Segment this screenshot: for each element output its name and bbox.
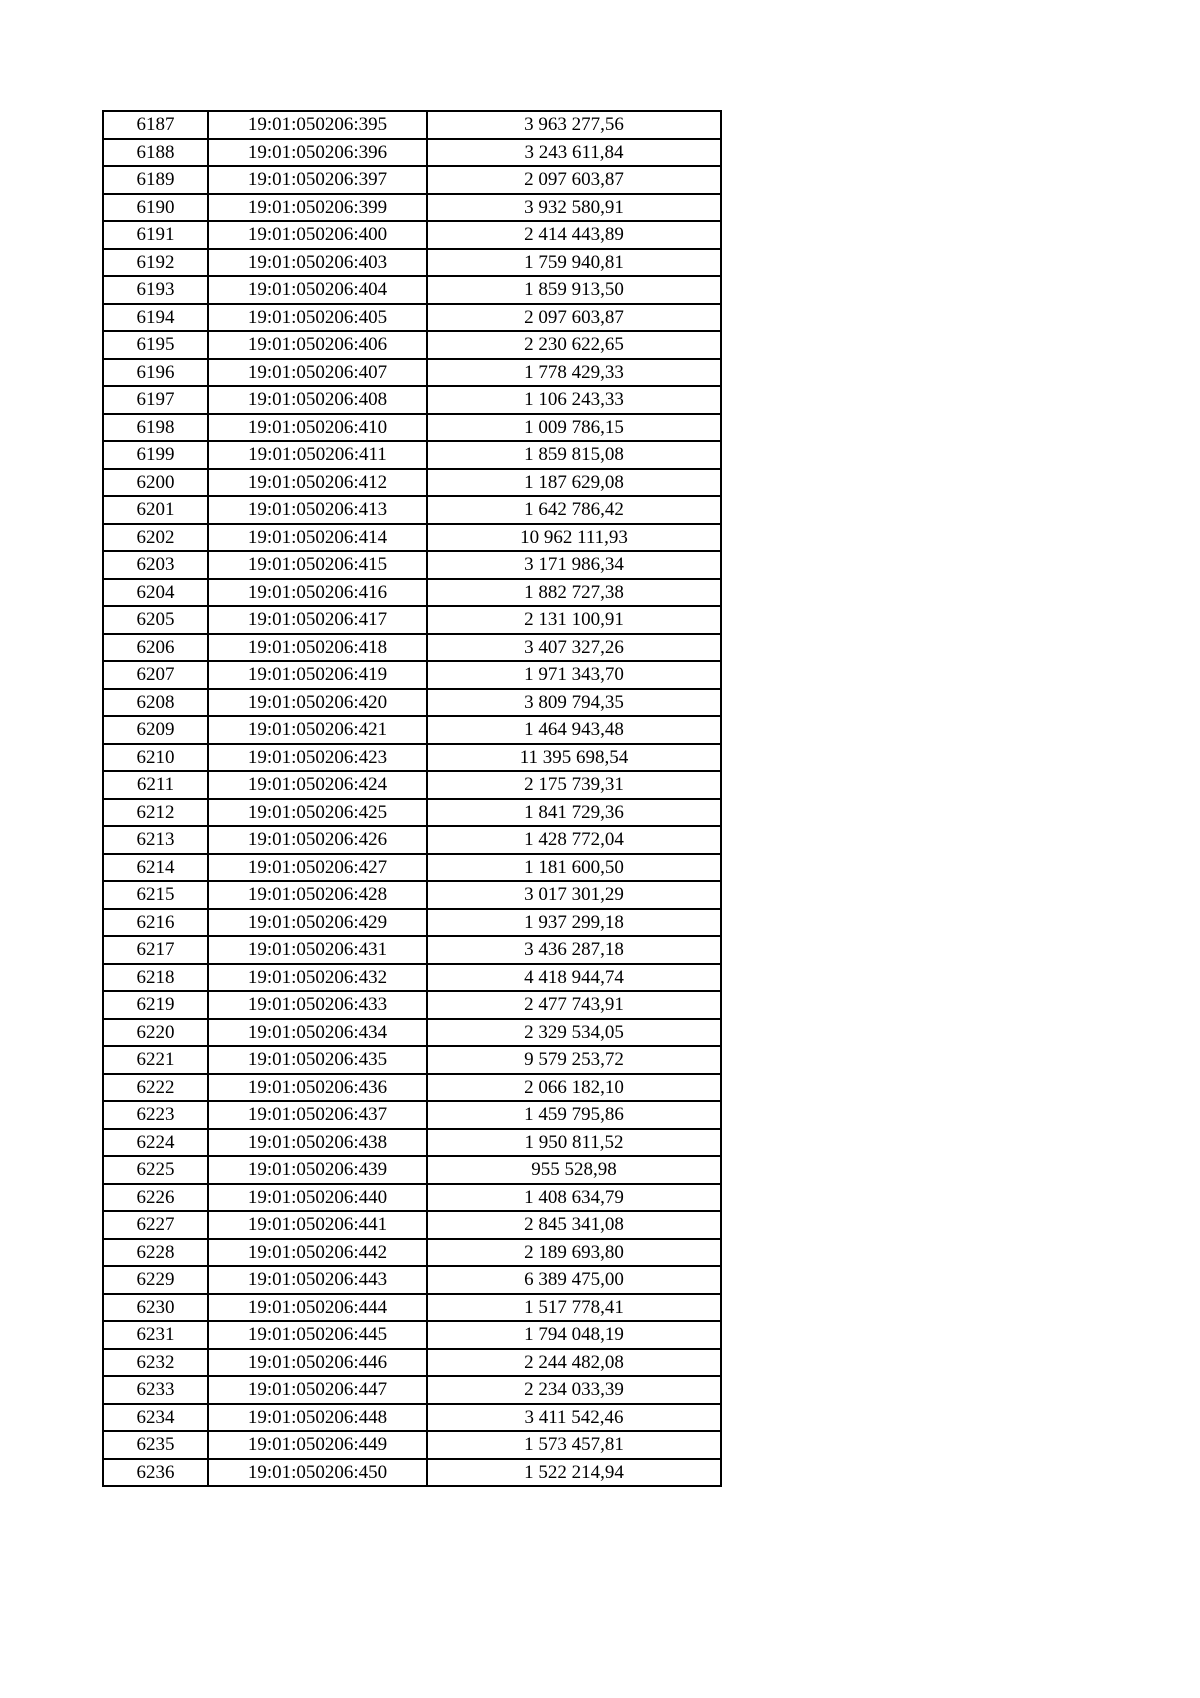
cadastral-number-cell: 19:01:050206:435 bbox=[208, 1046, 427, 1074]
table-row bbox=[103, 1129, 721, 1157]
table-row bbox=[103, 1376, 721, 1404]
cadastral-number-cell: 19:01:050206:434 bbox=[208, 1019, 427, 1047]
value-cell: 2 329 534,05 bbox=[427, 1019, 721, 1047]
value-cell: 6 389 475,00 bbox=[427, 1266, 721, 1294]
row-number-cell: 6188 bbox=[103, 139, 208, 167]
table-row bbox=[103, 551, 721, 579]
cadastral-number-cell: 19:01:050206:410 bbox=[208, 414, 427, 442]
cadastral-number-cell: 19:01:050206:408 bbox=[208, 386, 427, 414]
cadastral-number-cell: 19:01:050206:395 bbox=[208, 111, 427, 139]
table-row bbox=[103, 1294, 721, 1322]
cadastral-number-cell: 19:01:050206:448 bbox=[208, 1404, 427, 1432]
cadastral-number-cell: 19:01:050206:429 bbox=[208, 909, 427, 937]
table-row bbox=[103, 331, 721, 359]
table-row bbox=[103, 1074, 721, 1102]
table-row bbox=[103, 744, 721, 772]
cadastral-number-cell: 19:01:050206:437 bbox=[208, 1101, 427, 1129]
value-cell: 2 414 443,89 bbox=[427, 221, 721, 249]
row-number-cell: 6208 bbox=[103, 689, 208, 717]
cadastral-number-cell: 19:01:050206:403 bbox=[208, 249, 427, 277]
value-cell: 1 187 629,08 bbox=[427, 469, 721, 497]
value-cell: 1 106 243,33 bbox=[427, 386, 721, 414]
cadastral-number-cell: 19:01:050206:414 bbox=[208, 524, 427, 552]
value-cell: 2 131 100,91 bbox=[427, 606, 721, 634]
value-cell: 1 950 811,52 bbox=[427, 1129, 721, 1157]
table-row bbox=[103, 854, 721, 882]
row-number-cell: 6194 bbox=[103, 304, 208, 332]
table-row bbox=[103, 1019, 721, 1047]
row-number-cell: 6231 bbox=[103, 1321, 208, 1349]
value-cell: 2 189 693,80 bbox=[427, 1239, 721, 1267]
row-number-cell: 6203 bbox=[103, 551, 208, 579]
row-number-cell: 6218 bbox=[103, 964, 208, 992]
cadastral-number-cell: 19:01:050206:423 bbox=[208, 744, 427, 772]
value-cell: 1 841 729,36 bbox=[427, 799, 721, 827]
row-number-cell: 6221 bbox=[103, 1046, 208, 1074]
cadastral-number-cell: 19:01:050206:404 bbox=[208, 276, 427, 304]
cadastral-number-cell: 19:01:050206:445 bbox=[208, 1321, 427, 1349]
row-number-cell: 6227 bbox=[103, 1211, 208, 1239]
row-number-cell: 6220 bbox=[103, 1019, 208, 1047]
cadastral-number-cell: 19:01:050206:399 bbox=[208, 194, 427, 222]
cadastral-number-cell: 19:01:050206:446 bbox=[208, 1349, 427, 1377]
cadastral-number-cell: 19:01:050206:450 bbox=[208, 1459, 427, 1487]
cadastral-number-cell: 19:01:050206:438 bbox=[208, 1129, 427, 1157]
value-cell: 2 097 603,87 bbox=[427, 304, 721, 332]
row-number-cell: 6207 bbox=[103, 661, 208, 689]
cadastral-number-cell: 19:01:050206:416 bbox=[208, 579, 427, 607]
row-number-cell: 6204 bbox=[103, 579, 208, 607]
table-row bbox=[103, 771, 721, 799]
value-cell: 3 411 542,46 bbox=[427, 1404, 721, 1432]
cadastral-number-cell: 19:01:050206:406 bbox=[208, 331, 427, 359]
table-row bbox=[103, 386, 721, 414]
row-number-cell: 6219 bbox=[103, 991, 208, 1019]
row-number-cell: 6223 bbox=[103, 1101, 208, 1129]
table-row bbox=[103, 1211, 721, 1239]
cadastral-number-cell: 19:01:050206:431 bbox=[208, 936, 427, 964]
cadastral-number-cell: 19:01:050206:441 bbox=[208, 1211, 427, 1239]
table-row bbox=[103, 1459, 721, 1487]
row-number-cell: 6206 bbox=[103, 634, 208, 662]
table-row bbox=[103, 441, 721, 469]
table-row bbox=[103, 716, 721, 744]
cadastral-number-cell: 19:01:050206:426 bbox=[208, 826, 427, 854]
row-number-cell: 6201 bbox=[103, 496, 208, 524]
value-cell: 3 809 794,35 bbox=[427, 689, 721, 717]
table-row bbox=[103, 194, 721, 222]
table-row bbox=[103, 1101, 721, 1129]
table-row bbox=[103, 936, 721, 964]
row-number-cell: 6190 bbox=[103, 194, 208, 222]
row-number-cell: 6222 bbox=[103, 1074, 208, 1102]
value-cell: 9 579 253,72 bbox=[427, 1046, 721, 1074]
value-cell: 2 175 739,31 bbox=[427, 771, 721, 799]
table-row bbox=[103, 524, 721, 552]
row-number-cell: 6191 bbox=[103, 221, 208, 249]
value-cell: 4 418 944,74 bbox=[427, 964, 721, 992]
value-cell: 1 759 940,81 bbox=[427, 249, 721, 277]
table-row bbox=[103, 689, 721, 717]
cadastral-number-cell: 19:01:050206:421 bbox=[208, 716, 427, 744]
value-cell: 1 778 429,33 bbox=[427, 359, 721, 387]
table-row bbox=[103, 1349, 721, 1377]
value-cell: 2 097 603,87 bbox=[427, 166, 721, 194]
row-number-cell: 6195 bbox=[103, 331, 208, 359]
row-number-cell: 6213 bbox=[103, 826, 208, 854]
row-number-cell: 6226 bbox=[103, 1184, 208, 1212]
table-row bbox=[103, 139, 721, 167]
table-row bbox=[103, 909, 721, 937]
table-row bbox=[103, 1266, 721, 1294]
value-cell: 3 017 301,29 bbox=[427, 881, 721, 909]
value-cell: 1 859 913,50 bbox=[427, 276, 721, 304]
value-cell: 1 937 299,18 bbox=[427, 909, 721, 937]
value-cell: 3 932 580,91 bbox=[427, 194, 721, 222]
row-number-cell: 6230 bbox=[103, 1294, 208, 1322]
cadastral-number-cell: 19:01:050206:447 bbox=[208, 1376, 427, 1404]
row-number-cell: 6198 bbox=[103, 414, 208, 442]
row-number-cell: 6233 bbox=[103, 1376, 208, 1404]
row-number-cell: 6200 bbox=[103, 469, 208, 497]
data-table bbox=[102, 110, 722, 1487]
table-row bbox=[103, 799, 721, 827]
value-cell: 2 244 482,08 bbox=[427, 1349, 721, 1377]
row-number-cell: 6217 bbox=[103, 936, 208, 964]
table-row bbox=[103, 496, 721, 524]
cadastral-number-cell: 19:01:050206:413 bbox=[208, 496, 427, 524]
cadastral-number-cell: 19:01:050206:415 bbox=[208, 551, 427, 579]
value-cell: 3 407 327,26 bbox=[427, 634, 721, 662]
table-row bbox=[103, 276, 721, 304]
row-number-cell: 6232 bbox=[103, 1349, 208, 1377]
table-row bbox=[103, 111, 721, 139]
table-row bbox=[103, 359, 721, 387]
table-row bbox=[103, 881, 721, 909]
value-cell: 1 459 795,86 bbox=[427, 1101, 721, 1129]
table-row bbox=[103, 221, 721, 249]
cadastral-number-cell: 19:01:050206:417 bbox=[208, 606, 427, 634]
table-row bbox=[103, 1239, 721, 1267]
row-number-cell: 6202 bbox=[103, 524, 208, 552]
table-row bbox=[103, 1404, 721, 1432]
value-cell: 1 794 048,19 bbox=[427, 1321, 721, 1349]
row-number-cell: 6209 bbox=[103, 716, 208, 744]
value-cell: 955 528,98 bbox=[427, 1156, 721, 1184]
value-cell: 1 522 214,94 bbox=[427, 1459, 721, 1487]
value-cell: 3 171 986,34 bbox=[427, 551, 721, 579]
cadastral-number-cell: 19:01:050206:433 bbox=[208, 991, 427, 1019]
cadastral-number-cell: 19:01:050206:439 bbox=[208, 1156, 427, 1184]
table-row bbox=[103, 661, 721, 689]
value-cell: 2 477 743,91 bbox=[427, 991, 721, 1019]
cadastral-number-cell: 19:01:050206:444 bbox=[208, 1294, 427, 1322]
value-cell: 2 066 182,10 bbox=[427, 1074, 721, 1102]
value-cell: 1 428 772,04 bbox=[427, 826, 721, 854]
cadastral-number-cell: 19:01:050206:420 bbox=[208, 689, 427, 717]
value-cell: 1 009 786,15 bbox=[427, 414, 721, 442]
row-number-cell: 6187 bbox=[103, 111, 208, 139]
cadastral-number-cell: 19:01:050206:418 bbox=[208, 634, 427, 662]
cadastral-number-cell: 19:01:050206:419 bbox=[208, 661, 427, 689]
value-cell: 1 642 786,42 bbox=[427, 496, 721, 524]
row-number-cell: 6214 bbox=[103, 854, 208, 882]
row-number-cell: 6234 bbox=[103, 1404, 208, 1432]
cadastral-number-cell: 19:01:050206:428 bbox=[208, 881, 427, 909]
row-number-cell: 6211 bbox=[103, 771, 208, 799]
table-row bbox=[103, 414, 721, 442]
table-row bbox=[103, 1184, 721, 1212]
table-row bbox=[103, 1321, 721, 1349]
table-row bbox=[103, 1046, 721, 1074]
row-number-cell: 6216 bbox=[103, 909, 208, 937]
cadastral-number-cell: 19:01:050206:443 bbox=[208, 1266, 427, 1294]
table-row bbox=[103, 166, 721, 194]
cadastral-number-cell: 19:01:050206:424 bbox=[208, 771, 427, 799]
value-cell: 3 436 287,18 bbox=[427, 936, 721, 964]
cadastral-number-cell: 19:01:050206:407 bbox=[208, 359, 427, 387]
cadastral-number-cell: 19:01:050206:442 bbox=[208, 1239, 427, 1267]
table-row bbox=[103, 991, 721, 1019]
row-number-cell: 6192 bbox=[103, 249, 208, 277]
value-cell: 1 181 600,50 bbox=[427, 854, 721, 882]
cadastral-number-cell: 19:01:050206:427 bbox=[208, 854, 427, 882]
value-cell: 1 517 778,41 bbox=[427, 1294, 721, 1322]
row-number-cell: 6189 bbox=[103, 166, 208, 194]
value-cell: 1 859 815,08 bbox=[427, 441, 721, 469]
value-cell: 11 395 698,54 bbox=[427, 744, 721, 772]
cadastral-number-cell: 19:01:050206:440 bbox=[208, 1184, 427, 1212]
cadastral-number-cell: 19:01:050206:425 bbox=[208, 799, 427, 827]
value-cell: 1 408 634,79 bbox=[427, 1184, 721, 1212]
value-cell: 1 573 457,81 bbox=[427, 1431, 721, 1459]
row-number-cell: 6212 bbox=[103, 799, 208, 827]
table-body bbox=[103, 111, 721, 1486]
value-cell: 3 963 277,56 bbox=[427, 111, 721, 139]
cadastral-number-cell: 19:01:050206:405 bbox=[208, 304, 427, 332]
table-row bbox=[103, 606, 721, 634]
row-number-cell: 6215 bbox=[103, 881, 208, 909]
value-cell: 1 464 943,48 bbox=[427, 716, 721, 744]
row-number-cell: 6224 bbox=[103, 1129, 208, 1157]
row-number-cell: 6205 bbox=[103, 606, 208, 634]
cadastral-number-cell: 19:01:050206:397 bbox=[208, 166, 427, 194]
table-row bbox=[103, 826, 721, 854]
row-number-cell: 6225 bbox=[103, 1156, 208, 1184]
table-row bbox=[103, 964, 721, 992]
row-number-cell: 6197 bbox=[103, 386, 208, 414]
cadastral-number-cell: 19:01:050206:432 bbox=[208, 964, 427, 992]
table-row bbox=[103, 249, 721, 277]
value-cell: 1 971 343,70 bbox=[427, 661, 721, 689]
row-number-cell: 6235 bbox=[103, 1431, 208, 1459]
cadastral-number-cell: 19:01:050206:449 bbox=[208, 1431, 427, 1459]
value-cell: 3 243 611,84 bbox=[427, 139, 721, 167]
row-number-cell: 6228 bbox=[103, 1239, 208, 1267]
value-cell: 2 234 033,39 bbox=[427, 1376, 721, 1404]
row-number-cell: 6193 bbox=[103, 276, 208, 304]
row-number-cell: 6196 bbox=[103, 359, 208, 387]
table-row bbox=[103, 1156, 721, 1184]
row-number-cell: 6210 bbox=[103, 744, 208, 772]
row-number-cell: 6236 bbox=[103, 1459, 208, 1487]
row-number-cell: 6229 bbox=[103, 1266, 208, 1294]
value-cell: 2 230 622,65 bbox=[427, 331, 721, 359]
value-cell: 10 962 111,93 bbox=[427, 524, 721, 552]
cadastral-number-cell: 19:01:050206:411 bbox=[208, 441, 427, 469]
cadastral-number-cell: 19:01:050206:412 bbox=[208, 469, 427, 497]
table-row bbox=[103, 304, 721, 332]
table-row bbox=[103, 579, 721, 607]
cadastral-number-cell: 19:01:050206:400 bbox=[208, 221, 427, 249]
row-number-cell: 6199 bbox=[103, 441, 208, 469]
value-cell: 1 882 727,38 bbox=[427, 579, 721, 607]
cadastral-number-cell: 19:01:050206:436 bbox=[208, 1074, 427, 1102]
cadastral-number-cell: 19:01:050206:396 bbox=[208, 139, 427, 167]
value-cell: 2 845 341,08 bbox=[427, 1211, 721, 1239]
table-row bbox=[103, 634, 721, 662]
table-row bbox=[103, 1431, 721, 1459]
table-row bbox=[103, 469, 721, 497]
